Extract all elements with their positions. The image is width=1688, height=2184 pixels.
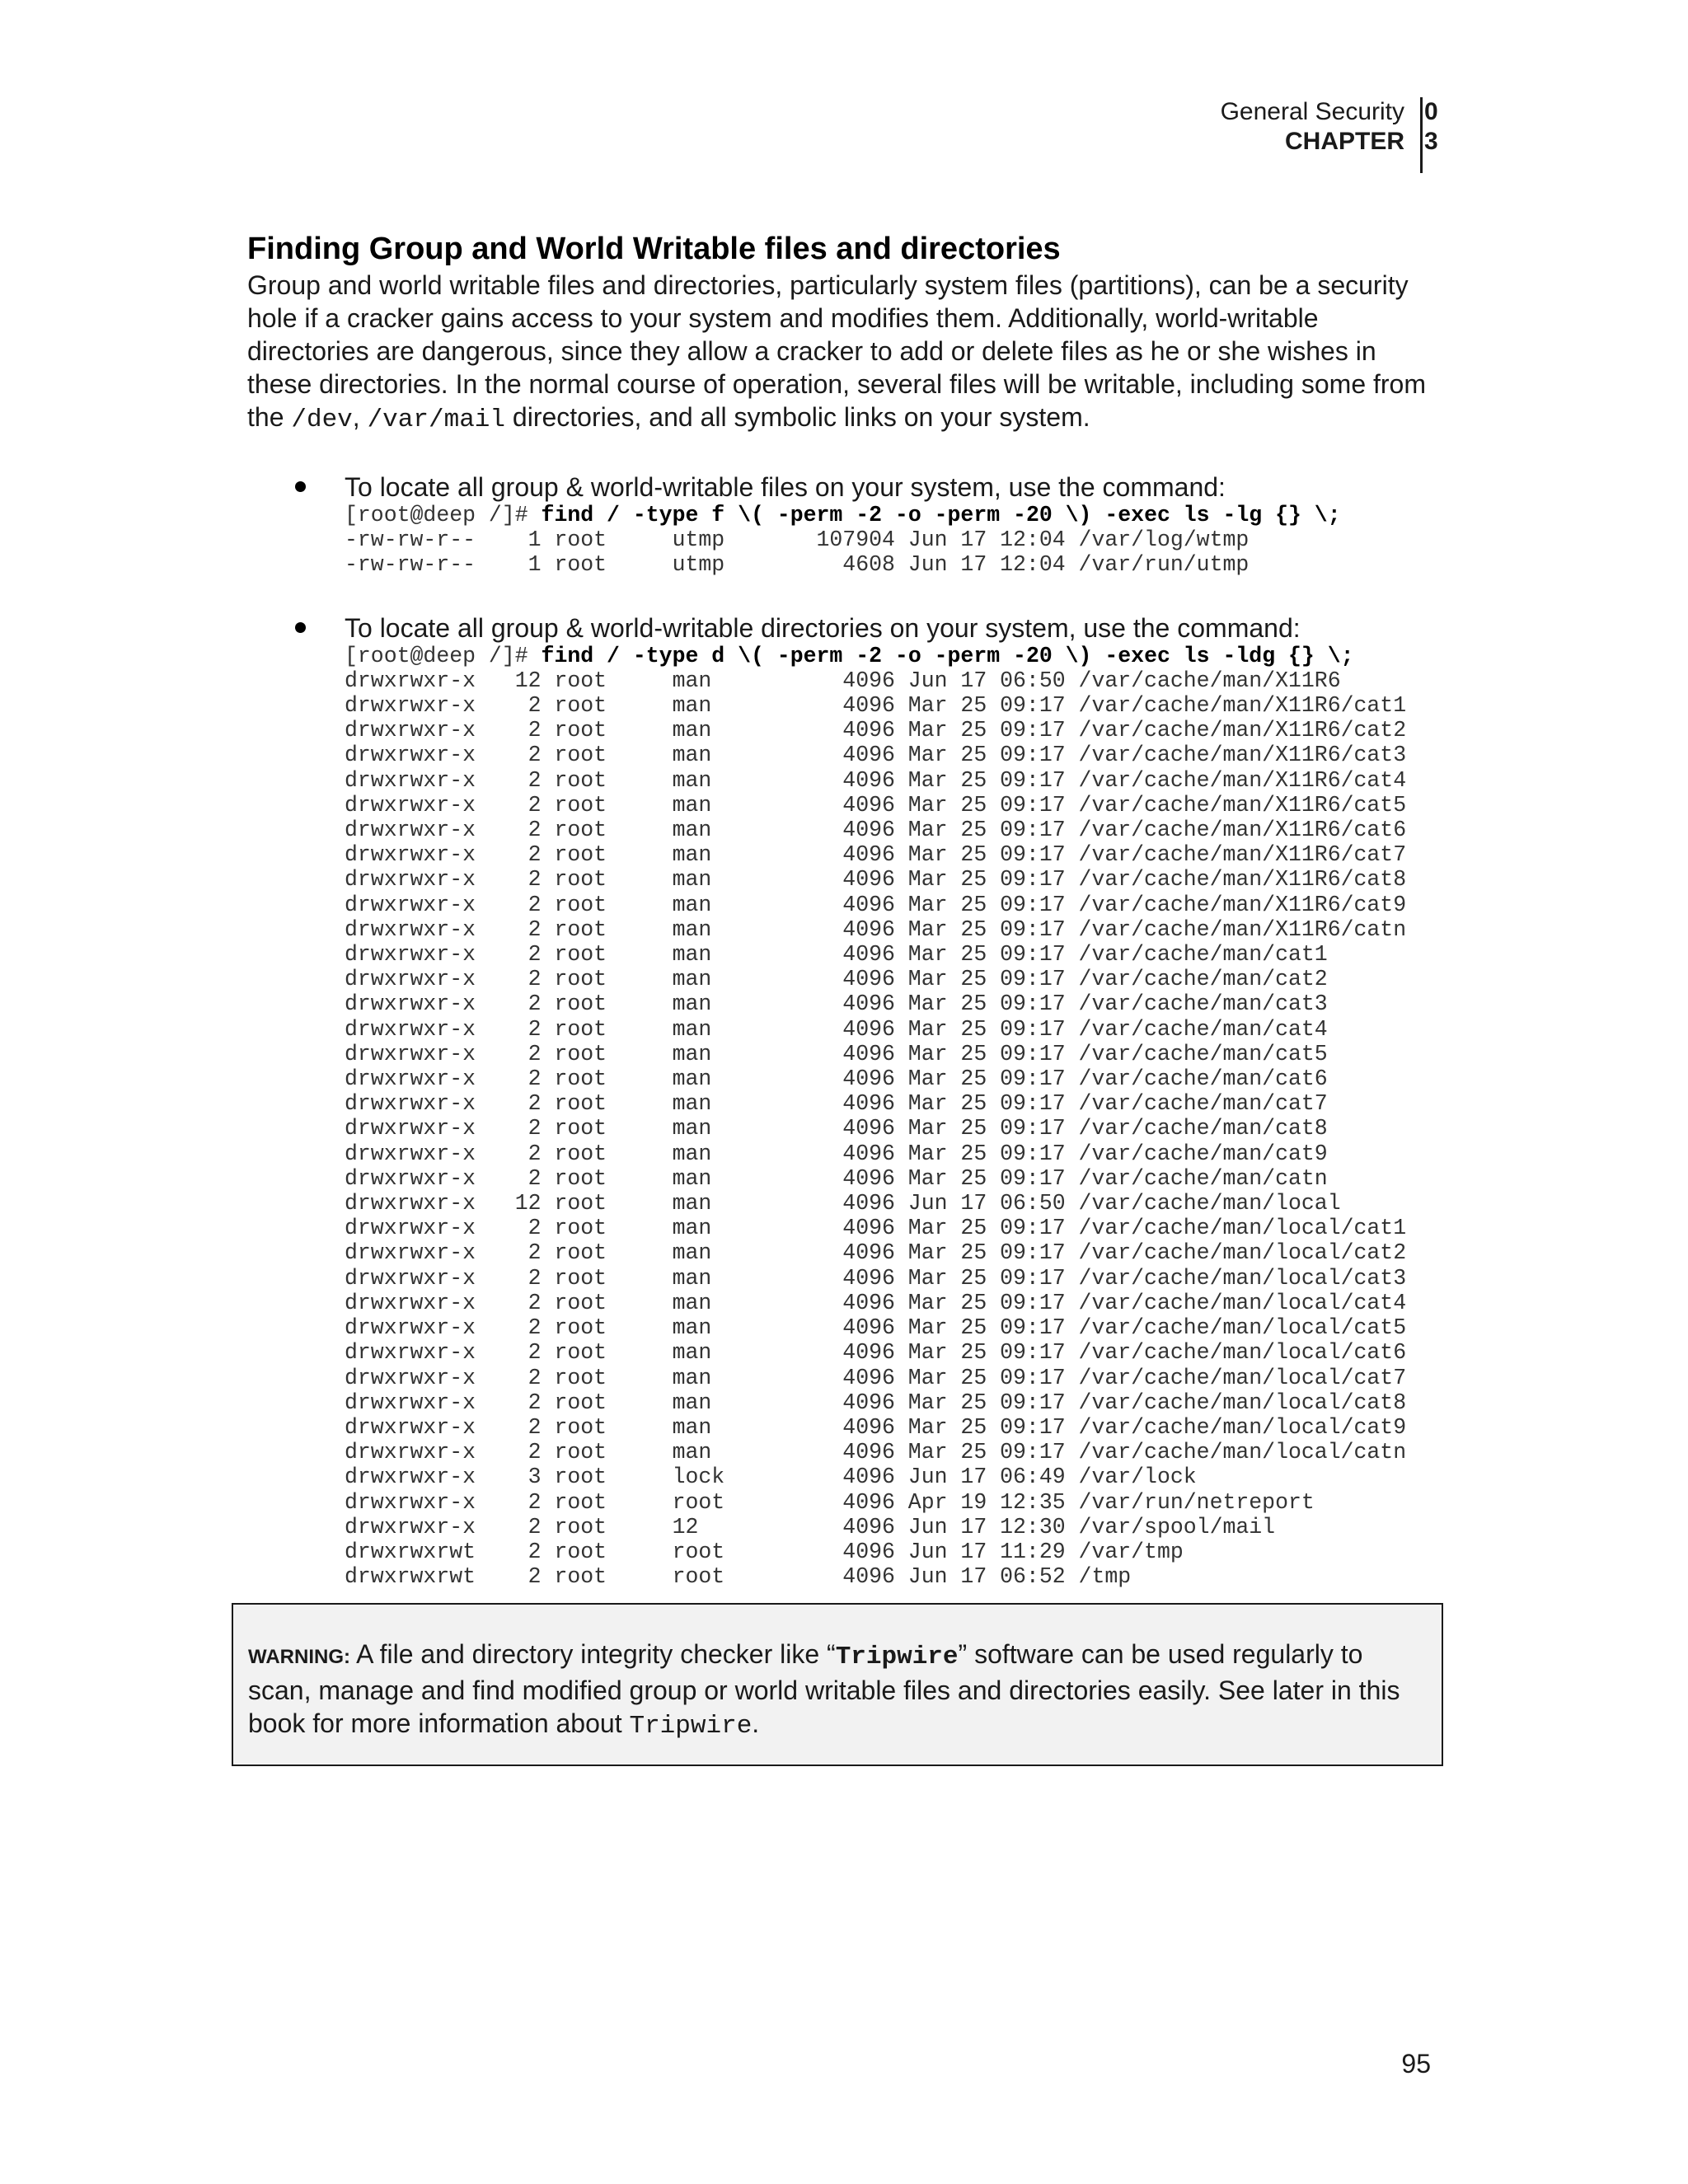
output-line: drwxrwxr-x 2 root man 4096 Mar 25 09:17 /var/cache/man/cat7 xyxy=(345,1091,1328,1117)
intro-separator: , xyxy=(352,402,368,432)
output-line: -rw-rw-r-- 1 root utmp 4608 Jun 17 12:04 /var/run/utmp xyxy=(345,552,1250,578)
output-line: drwxrwxr-x 2 root man 4096 Mar 25 09:17 /var/cache/man/X11R6/cat5 xyxy=(345,792,1407,818)
bullet-find-files xyxy=(247,471,1442,578)
output-line: drwxrwxrwt 2 root root 4096 Jun 17 06:52 /tmp xyxy=(345,1564,1132,1590)
output-line: drwxrwxr-x 2 root man 4096 Mar 25 09:17 /var/cache/man/X11R6/cat1 xyxy=(345,693,1407,719)
output-line: drwxrwxr-x 2 root man 4096 Mar 25 09:17 /var/cache/man/local/cat4 xyxy=(345,1290,1407,1315)
output-line: drwxrwxr-x 2 root man 4096 Mar 25 09:17 /var/cache/man/X11R6/cat2 xyxy=(345,718,1407,743)
warning-tool-plain: Tripwire xyxy=(629,1712,753,1741)
bullet-dot-icon xyxy=(295,481,306,492)
warning-text-before: A file and directory integrity checker like “ xyxy=(349,1639,836,1669)
output-line: drwxrwxr-x 2 root man 4096 Mar 25 09:17 /var/cache/man/cat3 xyxy=(345,991,1328,1017)
running-head-chapter-label: CHAPTER xyxy=(1284,128,1404,155)
shell-command: find / -type f \( -perm -2 -o -perm -20 \) -exec ls -lg {} \; xyxy=(541,503,1341,527)
output-line: -rw-rw-r-- 1 root utmp 107904 Jun 17 12:04 /var/log/wtmp xyxy=(345,527,1250,553)
output-line: drwxrwxr-x 2 root man 4096 Mar 25 09:17 /var/cache/man/X11R6/cat4 xyxy=(345,767,1407,793)
warning-box xyxy=(232,1603,1443,1766)
section-heading: Finding Group and World Writable files and directories xyxy=(247,232,1061,266)
code-block xyxy=(345,503,1442,578)
output-line: drwxrwxr-x 2 root man 4096 Mar 25 09:17 /var/cache/man/local/catn xyxy=(345,1440,1407,1465)
output-line: drwxrwxr-x 2 root man 4096 Mar 25 09:17 /var/cache/man/local/cat3 xyxy=(345,1265,1407,1291)
output-line: drwxrwxr-x 2 root man 4096 Mar 25 09:17 /var/cache/man/X11R6/cat7 xyxy=(345,842,1407,868)
output-line: drwxrwxr-x 2 root man 4096 Mar 25 09:17 /var/cache/man/X11R6/cat8 xyxy=(345,867,1407,893)
bullet-find-directories xyxy=(247,612,1442,1590)
chapter-digit-2: 3 xyxy=(1424,128,1438,155)
output-line: drwxrwxr-x 3 root lock 4096 Jun 17 06:49 /var/lock xyxy=(345,1465,1197,1490)
output-line: drwxrwxr-x 2 root man 4096 Mar 25 09:17 /var/cache/man/X11R6/cat9 xyxy=(345,892,1407,917)
chapter-digit-1: 0 xyxy=(1424,98,1438,125)
intro-path-mail: /var/mail xyxy=(367,405,506,434)
command-line xyxy=(345,503,1442,527)
output-line: drwxrwxr-x 2 root man 4096 Mar 25 09:17 /var/cache/man/cat1 xyxy=(345,942,1328,968)
intro-paragraph xyxy=(247,269,1426,437)
bullet-text: To locate all group & world-writable directories on your system, use the command: xyxy=(345,612,1301,643)
output-line: drwxrwxr-x 2 root man 4096 Mar 25 09:17 /var/cache/man/catn xyxy=(345,1165,1328,1191)
output-line: drwxrwxr-x 2 root man 4096 Mar 25 09:17 /var/cache/man/local/cat8 xyxy=(345,1390,1407,1415)
warning-tool-bold: Tripwire xyxy=(835,1643,959,1671)
output-line: drwxrwxr-x 2 root man 4096 Mar 25 09:17 /var/cache/man/cat2 xyxy=(345,967,1328,992)
output-line: drwxrwxr-x 12 root man 4096 Jun 17 06:50 /var/cache/man/local xyxy=(345,1191,1341,1216)
output-line: drwxrwxr-x 2 root man 4096 Mar 25 09:17 /var/cache/man/local/cat7 xyxy=(345,1365,1407,1390)
page-number: 95 xyxy=(1401,2049,1431,2079)
output-line: drwxrwxr-x 2 root man 4096 Mar 25 09:17 /var/cache/man/cat8 xyxy=(345,1116,1328,1141)
output-line: drwxrwxrwt 2 root root 4096 Jun 17 11:29 /var/tmp xyxy=(345,1539,1184,1564)
code-block xyxy=(345,644,1442,1590)
shell-prompt: [root@deep /]# xyxy=(345,643,542,668)
output-line: drwxrwxr-x 2 root root 4096 Apr 19 12:35 /var/run/netreport xyxy=(345,1489,1315,1515)
main-content xyxy=(247,229,1442,1589)
output-line: drwxrwxr-x 2 root man 4096 Mar 25 09:17 /var/cache/man/cat5 xyxy=(345,1041,1328,1066)
output-line: drwxrwxr-x 2 root man 4096 Mar 25 09:17 /var/cache/man/local/cat2 xyxy=(345,1240,1407,1266)
output-line: drwxrwxr-x 2 root man 4096 Mar 25 09:17 /var/cache/man/cat6 xyxy=(345,1066,1328,1092)
output-line: drwxrwxr-x 2 root man 4096 Mar 25 09:17 /var/cache/man/cat4 xyxy=(345,1016,1328,1042)
warning-text-middle: ” software can be used regularly to scan, manage and find modified group or world writable files and directories easily. See later in this book for more information about xyxy=(248,1639,1400,1738)
running-head-title: General Security xyxy=(1220,98,1404,125)
intro-path-dev: /dev xyxy=(291,405,353,434)
output-line: drwxrwxr-x 12 root man 4096 Jun 17 06:50 /var/cache/man/X11R6 xyxy=(345,668,1341,693)
shell-prompt: [root@deep /]# xyxy=(345,503,542,527)
output-line: drwxrwxr-x 2 root man 4096 Mar 25 09:17 /var/cache/man/X11R6/catn xyxy=(345,916,1407,942)
output-line: drwxrwxr-x 2 root man 4096 Mar 25 09:17 /var/cache/man/local/cat1 xyxy=(345,1216,1407,1241)
output-line: drwxrwxr-x 2 root man 4096 Mar 25 09:17 /var/cache/man/X11R6/cat6 xyxy=(345,818,1407,843)
bullet-dot-icon xyxy=(295,622,306,633)
command-line xyxy=(345,644,1442,668)
output-line: drwxrwxr-x 2 root man 4096 Mar 25 09:17 /var/cache/man/local/cat9 xyxy=(345,1414,1407,1440)
intro-text: Group and world writable files and directories, particularly system files (partitions), can be a security hole if a cracker gains access to your system and modifies them. Additionally, world-writable directories are dangerous, since they allow a cracker to add or delete files as he or she wishes in these directories. In the normal course of operation, several files will be writable, including some from the xyxy=(247,270,1426,432)
running-head xyxy=(1221,97,1449,157)
output-line: drwxrwxr-x 2 root man 4096 Mar 25 09:17 /var/cache/man/local/cat6 xyxy=(345,1340,1407,1366)
output-line: drwxrwxr-x 2 root 12 4096 Jun 17 12:30 /var/spool/mail xyxy=(345,1514,1276,1540)
warning-text-end: . xyxy=(752,1708,760,1738)
output-line: drwxrwxr-x 2 root man 4096 Mar 25 09:17 /var/cache/man/cat9 xyxy=(345,1141,1328,1166)
shell-command: find / -type d \( -perm -2 -o -perm -20 \) -exec ls -ldg {} \; xyxy=(541,643,1354,668)
output-line: drwxrwxr-x 2 root man 4096 Mar 25 09:17 /var/cache/man/X11R6/cat3 xyxy=(345,743,1407,768)
output-line: drwxrwxr-x 2 root man 4096 Mar 25 09:17 /var/cache/man/local/cat5 xyxy=(345,1315,1407,1341)
warning-label: WARNING: xyxy=(248,1646,350,1668)
intro-tail: directories, and all symbolic links on your system. xyxy=(505,402,1090,432)
bullet-text: To locate all group & world-writable files on your system, use the command: xyxy=(345,472,1226,502)
